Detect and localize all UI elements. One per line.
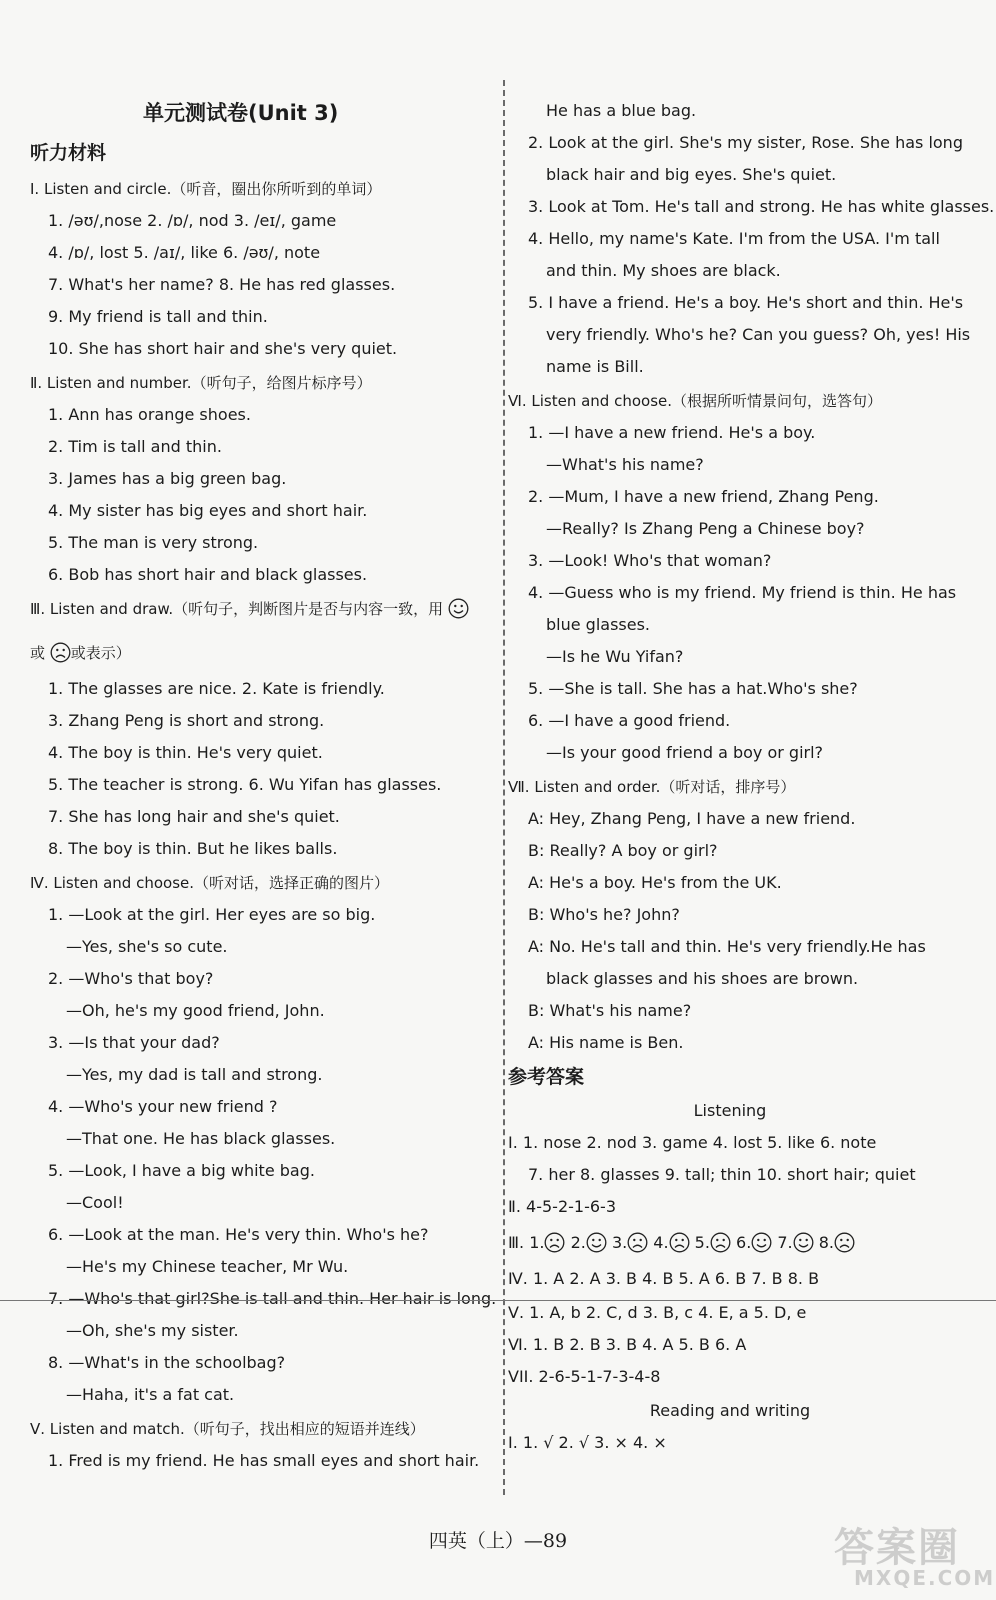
line-text: 9. My friend is tall and thin.: [48, 307, 268, 326]
answer-number: 4.: [653, 1233, 669, 1252]
line-text: 2. Look at the girl. She's my sister, Rose. She has long: [528, 133, 963, 152]
line-text: B: What's his name?: [528, 1001, 692, 1020]
line-text: —Haha, it's a fat cat.: [66, 1385, 235, 1404]
text-line: [48, 1450, 479, 1472]
answer-number: 8.: [818, 1233, 834, 1252]
line-text: —Is he Wu Yifan?: [546, 647, 684, 666]
text-line: [546, 260, 781, 282]
text-line: [66, 1192, 124, 1214]
line-text: very friendly. Who's he? Can you guess? Oh, yes! His: [546, 325, 971, 344]
question-section-title: [30, 872, 389, 894]
smiley-face-icon: [793, 1232, 814, 1253]
text-line: [48, 436, 222, 458]
answer-number: 6.: [736, 1233, 752, 1252]
text-line: [546, 968, 858, 990]
line-text: 2. —Who's that boy?: [48, 969, 214, 988]
text-line: [48, 1096, 278, 1118]
line-text: 4. The boy is thin. He's very quiet.: [48, 743, 323, 762]
watermark-logo: [834, 1516, 996, 1592]
text-line: [546, 164, 836, 186]
question-section-title: [30, 598, 469, 620]
smiley-face-icon: [448, 598, 469, 619]
line-text: Ⅱ. 4-5-2-1-6-3: [508, 1197, 616, 1216]
line-text: 1. —I have a new friend. He's a boy.: [528, 423, 816, 442]
text-line: [546, 100, 696, 122]
line-text: 6. —I have a good friend.: [528, 711, 731, 730]
text-line: [546, 454, 704, 476]
text-line: [48, 1224, 428, 1246]
line-text: —Yes, she's so cute.: [66, 937, 228, 956]
text-line: [528, 422, 815, 444]
question-section-title: [30, 1418, 425, 1440]
text-line: [528, 710, 730, 732]
text-line: [528, 808, 855, 830]
text-line: [48, 1288, 496, 1310]
line-text: 3. Look at Tom. He's tall and strong. He has white glasses.: [528, 197, 995, 216]
line-text: Ⅰ. 1. nose 2. nod 3. game 4. lost 5. like 6. note: [508, 1133, 877, 1152]
line-text: Ⅳ. 1. A 2. A 3. B 4. B 5. A 6. B 7. B 8. B: [508, 1269, 820, 1288]
text-line: [48, 1352, 285, 1374]
text-line: [66, 936, 228, 958]
line-text: blue glasses.: [546, 615, 651, 634]
text-line: [528, 292, 963, 314]
text-line: [66, 1320, 239, 1342]
text-line: [528, 196, 994, 218]
text-line: [528, 132, 963, 154]
section-heading: [508, 1066, 584, 1088]
line-text: 7. her 8. glasses 9. tall; thin 10. short hair; quiet: [528, 1165, 916, 1184]
line-text: A: Hey, Zhang Peng, I have a new friend.: [528, 809, 856, 828]
line-text: A: No. He's tall and thin. He's very friendly.He has: [528, 937, 926, 956]
text-line: [546, 324, 970, 346]
text-line: [528, 1000, 691, 1022]
line-text: black hair and big eyes. She's quiet.: [546, 165, 837, 184]
line-text: —That one. He has black glasses.: [66, 1129, 336, 1148]
line-text: 4. Hello, my name's Kate. I'm from the USA. I'm tall: [528, 229, 940, 248]
text-line: [48, 710, 324, 732]
line-text: —Oh, he's my good friend, John.: [66, 1001, 325, 1020]
text-line: [48, 806, 340, 828]
text-line: [48, 564, 367, 586]
text-line: [546, 742, 823, 764]
text-line: [528, 582, 956, 604]
text-line: [48, 210, 336, 232]
question-section-title: [30, 642, 131, 664]
line-text: 8. —What's in the schoolbag?: [48, 1353, 286, 1372]
answer-line-faces: [508, 1232, 855, 1254]
line-text: 7. What's her name? 8. He has red glasses.: [48, 275, 396, 294]
sad-face-icon: [544, 1232, 565, 1253]
line-text: 或: [30, 644, 46, 662]
line-text: 2. —Mum, I have a new friend, Zhang Peng.: [528, 487, 879, 506]
sad-face-icon: [50, 642, 71, 663]
text-line: [66, 1384, 234, 1406]
line-text: 4. My sister has big eyes and short hair.: [48, 501, 368, 520]
question-section-title: [30, 178, 381, 200]
text-line: [528, 486, 879, 508]
text-line: [528, 936, 926, 958]
line-text: and thin. My shoes are black.: [546, 261, 781, 280]
text-line: [508, 1196, 616, 1218]
text-line: [66, 1000, 325, 1022]
question-section-title: [30, 372, 372, 394]
text-line: [508, 1268, 819, 1290]
sad-face-icon: [710, 1232, 731, 1253]
line-text: 1. Ann has orange shoes.: [48, 405, 251, 424]
text-line: [48, 532, 258, 554]
line-text: 8. The boy is thin. But he likes balls.: [48, 839, 338, 858]
line-text: 参考答案: [508, 1066, 585, 1088]
text-line: [66, 1128, 335, 1150]
sad-face-icon: [834, 1232, 855, 1253]
line-text: Ⅴ. 1. A, b 2. C, d 3. B, c 4. E, a 5. D, e: [508, 1303, 807, 1322]
line-text: 听力材料: [30, 142, 107, 164]
line-text: 5. —She is tall. She has a hat.Who's she?: [528, 679, 858, 698]
line-text: 3. James has a big green bag.: [48, 469, 287, 488]
line-text: Ⅰ. Listen and circle.（听音，圈出你所听到的单词）: [30, 180, 382, 198]
text-line: [546, 614, 650, 636]
line-text: —Is your good friend a boy or girl?: [546, 743, 824, 762]
line-text: 5. —Look, I have a big white bag.: [48, 1161, 315, 1180]
text-line: [48, 742, 323, 764]
text-line: [528, 872, 782, 894]
text-line: [508, 1366, 660, 1388]
text-line: [48, 1032, 220, 1054]
line-text: 1. The glasses are nice. 2. Kate is friendly.: [48, 679, 385, 698]
column-divider: [503, 80, 505, 1495]
text-line: [66, 1064, 322, 1086]
text-line: [48, 468, 286, 490]
line-text: —What's his name?: [546, 455, 704, 474]
line-text: VII. 2-6-5-1-7-3-4-8: [508, 1367, 661, 1386]
section-heading: [30, 142, 106, 164]
line-text: black glasses and his shoes are brown.: [546, 969, 859, 988]
sad-face-icon: [627, 1232, 648, 1253]
sad-face-icon: [669, 1232, 690, 1253]
text-line: [528, 228, 940, 250]
watermark-main: 答案圈: [834, 1525, 960, 1571]
text-line: [48, 678, 385, 700]
line-text: Ⅳ. Listen and choose.（听对话，选择正确的图片）: [30, 874, 390, 892]
answer-number: 2.: [570, 1233, 586, 1252]
text-line: [508, 1302, 806, 1324]
text-line: [528, 550, 771, 572]
text-line: [48, 1160, 315, 1182]
line-text: 3. Zhang Peng is short and strong.: [48, 711, 325, 730]
page-footer: 四英（上）—89: [428, 1530, 568, 1552]
fold-line: [0, 1300, 996, 1301]
line-text: 4. /ɒ/, lost 5. /aɪ/, like 6. /əʊ/, note: [48, 243, 321, 262]
line-text: —Oh, she's my sister.: [66, 1321, 239, 1340]
line-text-suffix: 或表示）: [70, 644, 131, 662]
text-line: [48, 274, 395, 296]
line-text: 5. The man is very strong.: [48, 533, 259, 552]
line-text: 2. Tim is tall and thin.: [48, 437, 222, 456]
text-line: [528, 904, 680, 926]
answer-number: 3.: [611, 1233, 628, 1252]
line-text: 4. —Guess who is my friend. My friend is thin. He has: [528, 583, 957, 602]
text-line: [48, 306, 268, 328]
line-text: 3. —Is that your dad?: [48, 1033, 220, 1052]
text-line: [48, 500, 367, 522]
line-text: Ⅱ. Listen and number.（听句子，给图片标序号）: [30, 374, 372, 392]
line-text: Reading and writing: [649, 1401, 811, 1420]
line-text: Ⅰ. 1. √ 2. √ 3. × 4. ×: [508, 1433, 667, 1452]
text-line: [508, 1334, 746, 1356]
line-text: 1. Fred is my friend. He has small eyes and short hair.: [48, 1451, 480, 1470]
line-text: —Really? Is Zhang Peng a Chinese boy?: [546, 519, 865, 538]
line-text: 7. She has long hair and she's quiet.: [48, 807, 340, 826]
line-text: Listening: [693, 1101, 767, 1120]
line-text: 3. —Look! Who's that woman?: [528, 551, 772, 570]
line-text: 5. I have a friend. He's a boy. He's short and thin. He's: [528, 293, 964, 312]
text-line: [48, 404, 251, 426]
answer-number: 1.: [524, 1233, 545, 1252]
line-text: 1. /əʊ/,nose 2. /ɒ/, nod 3. /eɪ/, game: [48, 211, 337, 230]
line-text: 6. —Look at the man. He's very thin. Who's he?: [48, 1225, 429, 1244]
line-text: 10. She has short hair and she's very quiet.: [48, 339, 398, 358]
text-line: [528, 840, 718, 862]
answer-prefix: Ⅲ.: [508, 1233, 525, 1252]
line-text: 6. Bob has short hair and black glasses.: [48, 565, 368, 584]
line-text: Ⅲ. Listen and draw.（听句子，判断图片是否与内容一致，用: [30, 600, 444, 618]
line-text: Ⅴ. Listen and match.（听句子，找出相应的短语并连线）: [30, 1420, 425, 1438]
line-text: 7. —Who's that girl?She is tall and thin. Her hair is long.: [48, 1289, 497, 1308]
line-text: Ⅵ. Listen and choose.（根据所听情景问句，选答句）: [508, 392, 883, 410]
page-title: 单元测试卷(Unit 3): [143, 101, 339, 125]
smiley-face-icon: [751, 1232, 772, 1253]
text-line: [48, 338, 397, 360]
line-text: 4. —Who's your new friend ?: [48, 1097, 278, 1116]
line-text: Ⅵ. 1. B 2. B 3. B 4. A 5. B 6. A: [508, 1335, 747, 1354]
text-line: [48, 904, 375, 926]
answer-subheading: [522, 1400, 938, 1422]
text-line: [48, 968, 213, 990]
answer-number: 5.: [694, 1233, 710, 1252]
smiley-face-icon: [586, 1232, 607, 1253]
text-line: [508, 1432, 667, 1454]
text-line: [48, 774, 441, 796]
answer-number: 7.: [777, 1233, 793, 1252]
line-text: —He's my Chinese teacher, Mr Wu.: [66, 1257, 349, 1276]
text-line: [48, 838, 337, 860]
line-text: Ⅶ. Listen and order.（听对话，排序号）: [508, 778, 796, 796]
line-text: 1. —Look at the girl. Her eyes are so big.: [48, 905, 376, 924]
text-line: [528, 1032, 683, 1054]
line-text: —Yes, my dad is tall and strong.: [66, 1065, 323, 1084]
line-text: A: He's a boy. He's from the UK.: [528, 873, 782, 892]
line-text: 5. The teacher is strong. 6. Wu Yifan has glasses.: [48, 775, 442, 794]
question-section-title: [508, 390, 882, 412]
text-line: [66, 1256, 348, 1278]
text-line: [546, 646, 683, 668]
answer-subheading: [522, 1100, 938, 1122]
text-line: [546, 356, 644, 378]
question-section-title: [508, 776, 795, 798]
text-line: [508, 1132, 876, 1154]
text-line: [528, 678, 858, 700]
text-line: [546, 518, 865, 540]
line-text: B: Really? A boy or girl?: [528, 841, 718, 860]
line-text: He has a blue bag.: [546, 101, 697, 120]
line-text: name is Bill.: [546, 357, 644, 376]
line-text: —Cool!: [66, 1193, 124, 1212]
text-line: [48, 242, 320, 264]
line-text: A: His name is Ben.: [528, 1033, 684, 1052]
line-text: B: Who's he? John?: [528, 905, 680, 924]
text-line: [528, 1164, 916, 1186]
watermark-sub: MXQE.COM: [854, 1566, 996, 1590]
